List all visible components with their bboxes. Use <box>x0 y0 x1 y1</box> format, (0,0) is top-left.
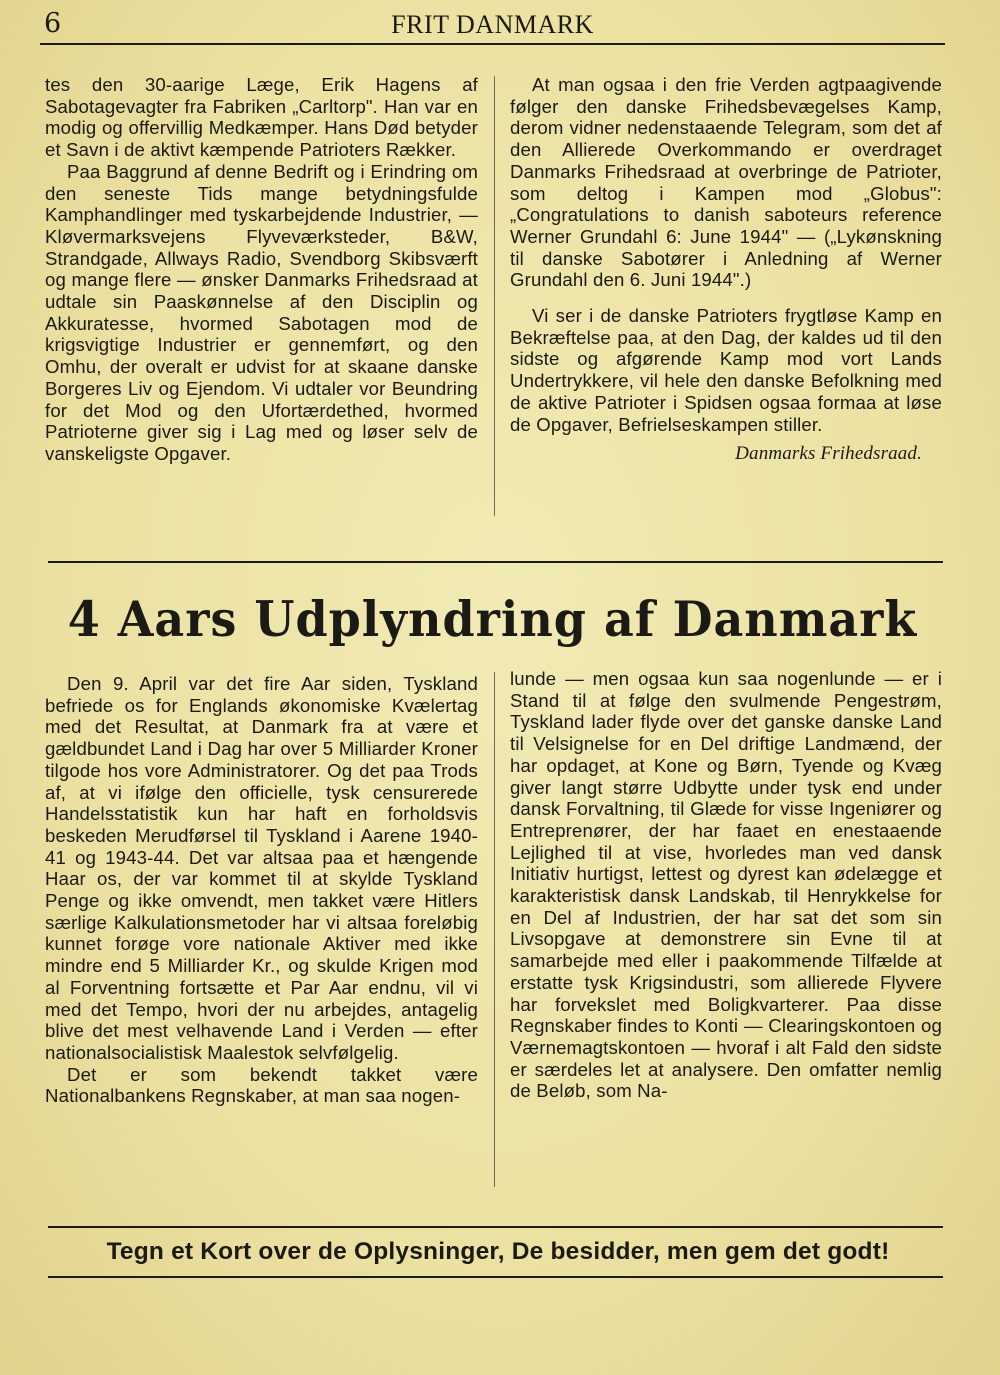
paragraph: At man ogsaa i den frie Verden agtpaagivende følger den danske Frihedsbevægelses Kamp, derom vidner nedenstaaende Telegram, som det af den Allierede Overkommando er overdraget Danmarks Frihedsraad at overbringe de Patrioter, som deltog i Kampen mod „Globus": „Congratulations to danish saboteurs reference Werner Grundahl 6: June 1944" — („Lykønskning til danske Sabotører i Anledning af Werner Grundahl den 6. Juni 1944".) <box>510 74 942 291</box>
paragraph: tes den 30-aarige Læge, Erik Hagens af Sabotagevagter fra Fabriken „Carltorp". Han var en modig og offervillig Medkæmper. Hans Død betyder et Savn i de aktivt kæmpende Patrioters Rækker. <box>45 74 478 161</box>
paragraph: Vi ser i de danske Patrioters frygtløse Kamp en Bekræftelse paa, at den Dag, der kaldes ud til den sidste og afgørende Kamp mod vort Lands Undertrykkere, vil hele den danske Befolkning med de aktive Patrioter i Spidsen ogsaa formaa at løse de Opgaver, Befrielseskampen stiller. <box>510 305 942 435</box>
footer-slogan: Tegn et Kort over de Oplysninger, De besidder, men gem det godt! <box>106 1238 890 1265</box>
paragraph: lunde — men ogsaa kun saa nogenlunde — er i Stand til at følge den svulmende Pengestrøm, Tyskland lader flyde over det ganske danske Land til Velsignelse for en Del driftige Landmænd, der har opdaget, at Kone og Børn, Tyende og Kvæg giver langt større Udbytte under tysk end under dansk Forvaltning, til Glæde for visse Ingeniører og Entreprenører, der har faaet en enestaaende Lejlighed til at vise, hvorledes man ved dansk Initiativ hurtigst, lettest og dyrest kan ødelægge et karakteristisk dansk Landskab, til Henrykkelse for en Del af Industrien, der har sat det som sin Livsopgave at demonstrere sin Evne til at samarbejde med eller i paakommende Tilfælde at erstatte tysk Krigsindustri, som allierede Flyvere har forvekslet med Boligkvarterer. Paa disse Regnskaber findes to Konti — Clearingskontoen og Værnemagtskontoen — hvoraf i alt Fald den sidste er særdeles let at analysere. Den omfatter nemlig de Beløb, som Na- <box>510 668 942 1102</box>
paragraph: Paa Baggrund af denne Bedrift og i Erindring om den seneste Tids mange betydningsfulde Kamphandlinger med tyskarbejdende Industrier, — Kløvermarksvejens Flyveværksteder, B&W, Strandgade, Allways Radio, Svendborg Skibsværft og mange flere — ønsker Danmarks Frihedsraad at udtale sin Paaskønnelse af den Disciplin og Akkuratesse, hvormed Sabotagen mod de krigsvigtige Industrier er gennemført, og den Omhu, der overalt er udvist for at skaane danske Borgeres Liv og Ejendom. Vi udtaler vor Beundring for det Mod og den Ufortærdethed, hvormed Patrioterne giver sig i Lag med og løser selv de vanskeligste Opgaver. <box>45 160 478 464</box>
article-right-column <box>510 668 942 1102</box>
section-rule <box>48 561 943 563</box>
column-divider <box>494 672 495 1187</box>
footer-rule-bottom <box>48 1276 943 1278</box>
masthead: FRIT DANMARK <box>391 10 594 39</box>
page-header <box>40 8 945 42</box>
paragraph: Den 9. April var det fire Aar siden, Tyskland befriede os for Englands økonomiske Kvælertag med det Resultat, at Danmark fra at være et gældbundet Land i Dag har over 5 Milliarder Kroner tilgode hos vore Administratorer. Og det paa Trods af, at vi ifølge den officielle, tysk censurerede Handelsstatistik kun har haft en forholdsvis beskeden Merudførsel til Tyskland i Aarene 1940-41 og 1943-44. Det var altsaa paa et hængende Haar os, der var kommet til at skylde Tyskland Penge og ikke omvendt, men takket være Hitlers særlige Kalkulationsmetoder har vi altsaa foreløbig kunnet forøge vore nationale Aktiver med ikke mindre end 5 Milliarder Kr., og skulde Krigen mod al Forventning fortsætte et Par Aar endnu, vil vi med det Tempo, hvori der nu arbejdes, antagelig blive det mest velhavende Land i Verden — efter nationalsocialistisk Maalestok selvfølgelig. <box>45 673 478 1063</box>
paragraph: Det er som bekendt takket være Nationalbankens Regnskaber, at man saa nogen- <box>45 1063 478 1107</box>
header-rule <box>40 43 945 45</box>
article-left-column <box>45 673 478 1107</box>
top-left-column <box>45 74 478 465</box>
signature: Danmarks Frihedsraad. <box>735 443 922 465</box>
top-right-column <box>510 74 942 465</box>
column-divider <box>494 76 495 516</box>
footer-rule-top <box>48 1226 943 1228</box>
article-headline: 4 Aars Udplyndring af Danmark <box>67 590 918 648</box>
page-number: 6 <box>44 8 62 39</box>
